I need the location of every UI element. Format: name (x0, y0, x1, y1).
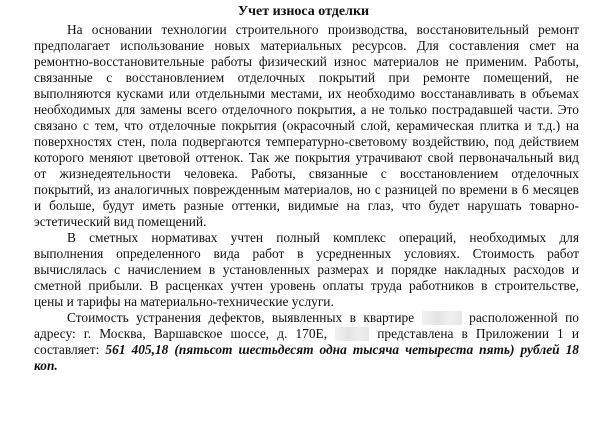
paragraph-1-line: выполняются кусками или отдельными местами, их необходимо восстанавливать в объемах (34, 86, 579, 101)
paragraph-3-line (67, 310, 579, 326)
paragraph-2-line: выполнения определенного вида работ в усредненных условиях. Стоимость работ (34, 246, 579, 261)
paragraph-2-line: цены и тарифы на материально-технические услуги. (34, 294, 334, 309)
paragraph-1-line: эстетический вид помещений. (34, 214, 207, 229)
text-fragment: представлена в Приложении 1 и (377, 326, 579, 341)
paragraph-1-line: необходимых для замены всего отделочного покрытия, а не только пострадавшей части. Это (34, 102, 579, 117)
text-fragment: расположенной по (469, 310, 579, 325)
paragraph-1-line: связанные с восстановлением отделочных покрытий при ремонте помещений, не (34, 70, 579, 85)
paragraph-2-line: вычислялась с начислением в установленных размерах и порядке накладных расходов и (34, 262, 579, 277)
paragraph-1-line: предполагает использование новых материальных ресурсов. Для составления смет на (34, 38, 579, 53)
paragraph-2-line: В сметных нормативах учтен полный комплекс операций, необходимых для (67, 230, 579, 245)
text-fragment: Стоимость устранения дефектов, выявленных в квартире (67, 310, 415, 325)
paragraph-3-line (34, 326, 579, 342)
paragraph-1-line: поверхностях стен, пола подвергаются температурно-световому воздействию, под действием (34, 134, 579, 149)
paragraph-1-line: На основании технологии строительного производства, восстановительный ремонт (67, 22, 579, 37)
paragraph-1-line: и больше, будут иметь разные оттенки, видимые на глаз, что будет нарушать товарно- (34, 198, 579, 213)
paragraph-1-line: ремонтно-восстановительные работы физический износ материалов не применим. Работы, (34, 54, 579, 69)
total-amount: 561 405,18 (пятьсот шестьдесят одна тысяча четыреста пять) рублей 18 (105, 342, 579, 357)
text-fragment: составляет: (34, 342, 100, 357)
redacted-apartment-number (422, 311, 462, 325)
paragraph-1-line: связано с тем, что отделочные покрытия (окрасочный слой, керамическая плитка и т.д.) на (34, 118, 579, 133)
document-title: Учет износа отделки (237, 4, 370, 19)
paragraph-2-line: сметной прибыли. В расценках учтен уровень оплаты труда работников в строительстве, (34, 278, 579, 293)
text-fragment: адресу: г. Москва, Варшавское шоссе, д. 170Е, (34, 326, 328, 341)
redacted-address-detail (335, 327, 369, 341)
total-amount-tail: коп. (34, 358, 58, 373)
paragraph-1-line: которого меняют цветовой оттенок. Так же покрытия утрачивают свой первоначальный вид (34, 150, 579, 165)
paragraph-1-line: от жизнедеятельности человека. Работы, связанные с восстановлением отделочных (34, 166, 579, 181)
paragraph-1-line: покрытий, из аналогичных поврежденным материалов, но с разницей по времени в 6 месяцев (34, 182, 579, 197)
paragraph-3-line (34, 342, 579, 358)
